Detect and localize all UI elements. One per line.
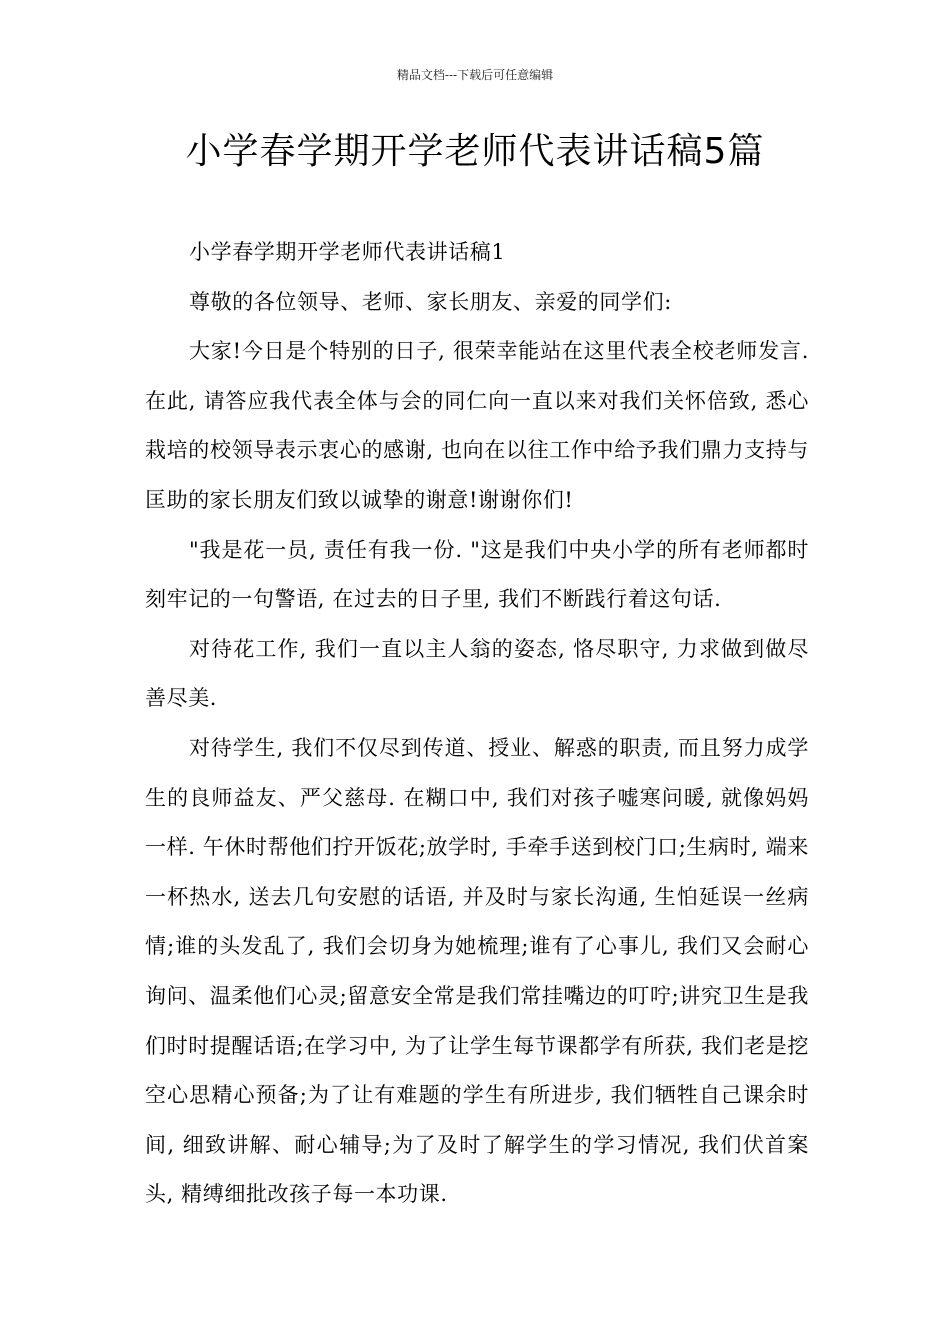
document-title: 小学春学期开学老师代表讲话稿5篇 — [185, 131, 765, 172]
paragraph: "我是花一员, 责任有我一份. "这是我们中央小学的所有老师都时刻牢记的一句警语, 在过去的日子里, 我们不断践行着这句话. — [145, 537, 809, 612]
salutation: 尊敬的各位领导、老师、家长朋友、亲爱的同学们: — [189, 289, 672, 314]
document-body — [145, 228, 809, 1220]
paragraph: 对待花工作, 我们一直以主人翁的姿态, 恪尽职守, 力求做到做尽善尽美. — [145, 636, 809, 711]
paragraph: 对待学生, 我们不仅尽到传道、授业、解惑的职责, 而且努力成学生的良师益友、严父慈母. 在糊口中, 我们对孩子嘘寒问暖, 就像妈妈一样. 午休时帮他们拧开饭花;放学时, 手牵手送到校门口;生病时, 端来一杯热水, 送去几句安慰的话语, 并及时与家长沟通, 生怕延误一丝病情;谁的头发乱了, 我们会切身为她梳理;谁有了心事儿, 我们又会耐心询问、温柔他们心灵;留意安全常是我们常挂嘴边的叮咛;讲究卫生是我们时时提醒话语;在学习中, 为了让学生每节课都学有所获, 我们老是挖空心思精心预备;为了让有难题的学生有所进步, 我们牺牲自己课余时间, 细致讲解、耐心辅导;为了及时了解学生的学习情况, 我们伏首案头, 精缚细批改孩子每一本功课. — [145, 735, 809, 1207]
paragraph: 大家!今日是个特别的日子, 很荣幸能站在这里代表全校老师发言. 在此, 请答应我代表全体与会的同仁向一直以来对我们关怀倍致, 悉心栽培的校领导表示衷心的感谢, 也向在以往工作中给予我们鼎力支持与匡助的家长朋友们致以诚挚的谢意!谢谢你们! — [145, 339, 809, 512]
section-heading: 小学春学期开学老师代表讲话稿1 — [189, 240, 506, 264]
header-note: 精品文档---下载后可任意编辑 — [396, 68, 554, 82]
